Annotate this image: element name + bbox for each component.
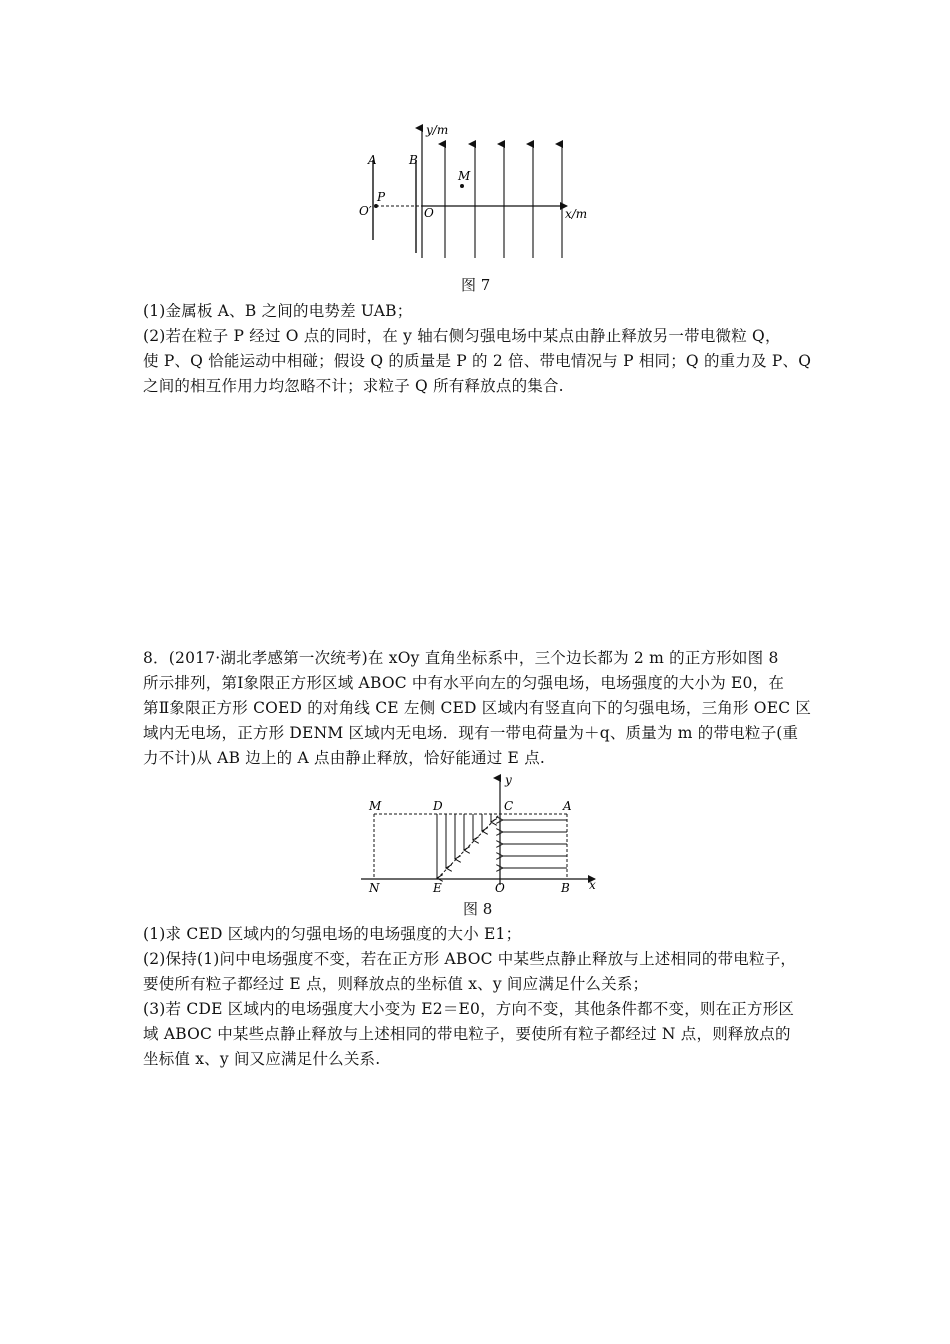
point-o-label: O — [495, 881, 505, 894]
y-axis-label: y/m — [426, 123, 449, 137]
point-m-dot — [460, 184, 464, 188]
problem-8-question-line: 要使所有粒子都经过 E 点，则释放点的坐标值 x、y 间应满足什么关系； — [143, 975, 649, 993]
problem-8-line: 8．(2017·湖北孝感第一次统考)在 xOy 直角坐标系中，三个边长都为 2 m 的正方形如图 8 — [143, 649, 779, 667]
point-b-label: B — [561, 881, 570, 894]
point-o-prime-label: O′ — [359, 204, 372, 218]
point-d-label: D — [433, 799, 443, 813]
point-a-label: A — [563, 799, 572, 813]
figure-7-caption: 图 7 — [461, 276, 491, 294]
problem-7-line: 使 P、Q 恰能运动中相碰；假设 Q 的质量是 P 的 2 倍、带电情况与 P 相同；Q 的重力及 P、Q — [143, 352, 812, 370]
point-p-dot — [374, 204, 378, 208]
x-axis-label: x/m — [565, 207, 588, 221]
point-m-label: M — [458, 169, 471, 183]
problem-8-line: 第Ⅱ象限正方形 COED 的对角线 CE 左侧 CED 区域内有竖直向下的匀强电场，三角形 OEC 区 — [143, 699, 812, 717]
problem-8-line: 力不计)从 AB 边上的 A 点由静止释放，恰好能通过 E 点. — [143, 749, 546, 767]
problem-7-line: (1)金属板 A、B 之间的电势差 UAB； — [143, 302, 413, 320]
point-e-label: E — [433, 881, 442, 894]
problem-8-question-line: (2)保持(1)问中电场强度不变，若在正方形 ABOC 中某些点静止释放与上述相同的带电粒子， — [143, 950, 797, 968]
x-axis-label: x — [589, 878, 596, 892]
figure-8-diagram — [355, 772, 605, 894]
problem-8-question-line: 坐标值 x、y 间又应满足什么关系. — [143, 1050, 381, 1068]
point-p-label: P — [377, 190, 386, 204]
plate-b-label: B — [409, 153, 418, 167]
problem-8-line: 所示排列，第Ⅰ象限正方形区域 ABOC 中有水平向左的匀强电场，电场强度的大小为 E0，在 — [143, 674, 785, 692]
problem-8-line: 域内无电场，正方形 DENM 区域内无电场．现有一带电荷量为＋q、质量为 m 的带电粒子(重 — [143, 724, 799, 742]
problem-7-line: 之间的相互作用力均忽略不计；求粒子 Q 所有释放点的集合. — [143, 377, 564, 395]
problem-7-line: (2)若在粒子 P 经过 O 点的同时，在 y 轴右侧匀强电场中某点由静止释放另一带电微粒 Q， — [143, 327, 781, 345]
problem-8-question-line: 域 ABOC 中某些点静止释放与上述相同的带电粒子，要使所有粒子都经过 N 点，则释放点的 — [143, 1025, 791, 1043]
point-c-label: C — [504, 799, 514, 813]
point-o-label: O — [424, 206, 434, 220]
problem-8-question-line: (1)求 CED 区域内的匀强电场的电场强度的大小 E1； — [143, 925, 522, 943]
figure-7-diagram — [355, 118, 595, 268]
plate-a-label: A — [368, 153, 377, 167]
y-axis-label: y — [505, 773, 512, 787]
point-m-label: M — [369, 799, 382, 813]
point-n-label: N — [369, 881, 380, 894]
figure-8-caption: 图 8 — [463, 900, 493, 918]
problem-8-question-line: (3)若 CDE 区域内的电场强度大小变为 E2＝E0，方向不变，其他条件都不变，则在正方形区 — [143, 1000, 795, 1018]
